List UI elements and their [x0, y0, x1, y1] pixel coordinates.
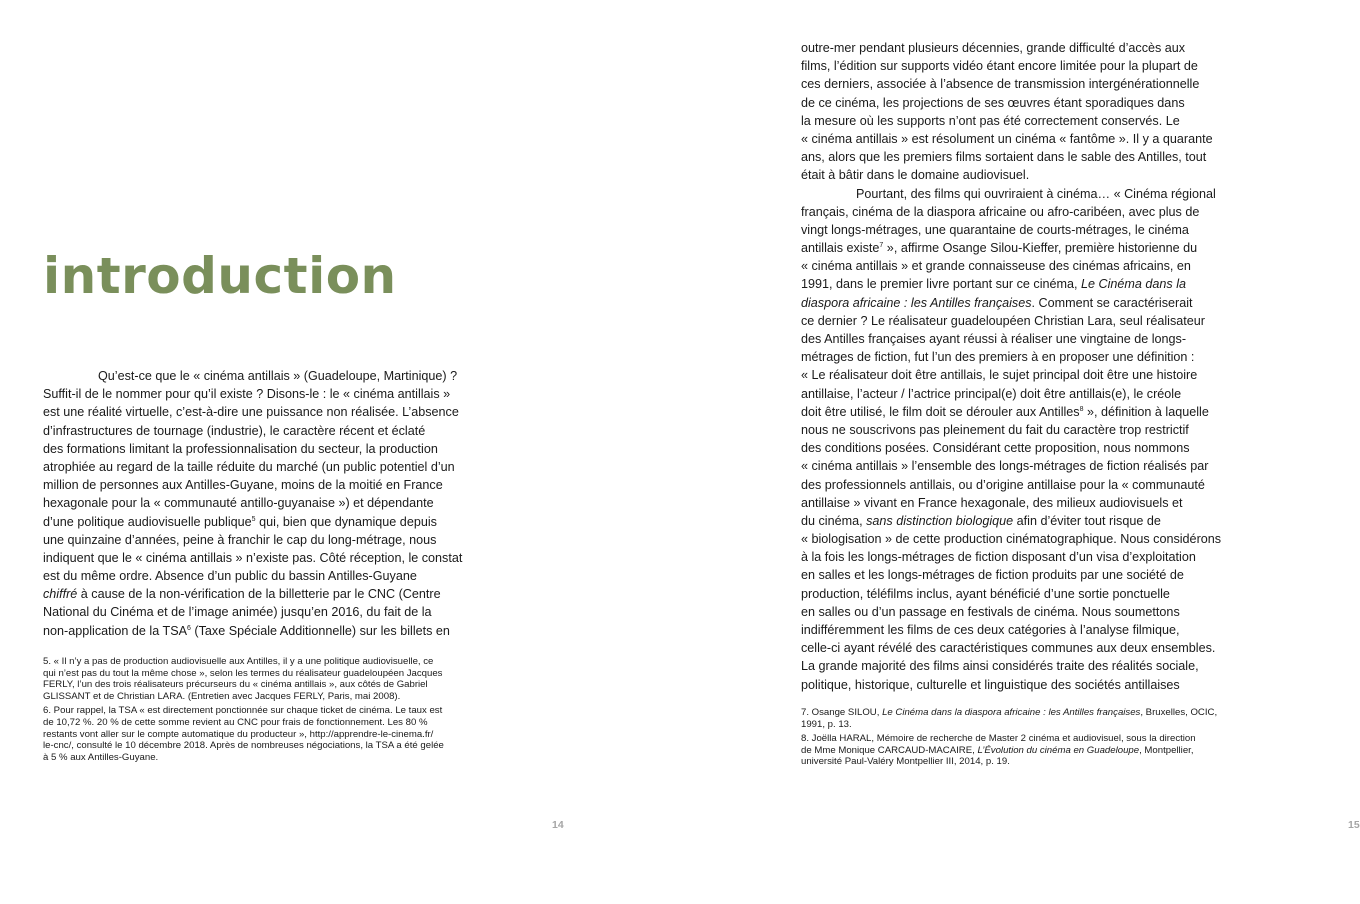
footnote-line [801, 707, 1241, 719]
text-run: production, téléfilms inclus, ayant bénéficié d’une sortie ponctuelle [801, 586, 1170, 601]
body-line [801, 566, 1241, 584]
body-line [801, 130, 1241, 148]
body-line [801, 421, 1241, 439]
body-line [801, 221, 1241, 239]
left-footnotes [43, 656, 483, 763]
footnote-ref: 5 [251, 515, 256, 523]
footnote-line [801, 756, 1241, 768]
body-line [801, 57, 1241, 75]
text-run: nous ne souscrivons pas pleinement du fait du caractère trop restrictif [801, 422, 1189, 437]
body-line [801, 676, 1241, 694]
body-line [801, 166, 1241, 184]
text-run: français, cinéma de la diaspora africaine ou afro-caribéen, avec plus de [801, 204, 1200, 219]
body-line [801, 39, 1241, 57]
text-run: la mesure où les supports n’ont pas été correctement conservés. Le [801, 113, 1180, 128]
text-run: , Montpellier, [1139, 744, 1194, 756]
body-line [801, 457, 1241, 475]
text-run: d’une politique audiovisuelle publique [43, 514, 252, 529]
body-line [801, 657, 1241, 675]
text-run: 7. Osange SILOU, [801, 707, 883, 718]
footnote-line [801, 745, 1241, 757]
text-run: outre-mer pendant plusieurs décennies, grande difficulté d’accès aux [801, 41, 1186, 55]
footnote-ref: 6 [187, 624, 191, 632]
footnote-line: FERLY, l’un des trois réalisateurs précurseurs du « cinéma antillais », aux côtés de Gabriel [43, 679, 428, 691]
text-run: en salles et les longs-métrages de fiction produits par une société de [801, 568, 1184, 583]
text-run: était à bâtir dans le domaine audiovisuel. [801, 168, 1030, 183]
body-line [801, 275, 1241, 293]
body-line [43, 622, 483, 640]
body-line [801, 639, 1241, 657]
text-run: 1991, dans le premier livre portant sur ce cinéma, [801, 277, 1081, 292]
body-line [801, 548, 1241, 566]
body-line [43, 494, 483, 512]
body-line [801, 366, 1241, 384]
text-run: celle-ci ayant révélé des caractéristiques communes aux deux ensembles. [801, 641, 1216, 656]
text-run: films, l’édition sur supports vidéo étant encore limitée pour la plupart de [801, 59, 1198, 74]
text-run: doit être utilisé, le film doit se dérouler aux Antilles [801, 404, 1080, 419]
footnote-line: 5. « Il n’y a pas de production audiovisuelle aux Antilles, il y a une politique audiovisuelle, ce [43, 656, 434, 667]
body-line [801, 330, 1241, 348]
text-run: en salles ou d’un passage en festivals de cinéma. Nous soumettons [801, 604, 1180, 619]
italic-text: chiffré [43, 587, 78, 602]
footnote-line: qui n’est pas du tout la même chose », selon les termes du réalisateur guadeloupéen Jacques [43, 667, 443, 679]
text-run: antillaise » vivant en France hexagonale, des milieux audiovisuels et [801, 495, 1183, 510]
body-line [801, 494, 1241, 512]
text-run: ans, alors que les premiers films sortaient dans le sable des Antilles, tout [801, 150, 1207, 165]
body-line [43, 513, 483, 531]
text-run: qui, bien que dynamique depuis [255, 514, 437, 529]
chapter-title: introduction [43, 247, 397, 305]
body-line [801, 94, 1241, 112]
text-run: politique, historique, culturelle et linguistique des sociétés antillaises [801, 677, 1180, 692]
body-line [43, 585, 483, 603]
text-run: « Le réalisateur doit être antillais, le sujet principal doit être une histoire [801, 368, 1198, 383]
footnote-line: de 10,72 %. 20 % de cette somme revient au CNC pour frais de fonctionnement. Les 80 % [43, 716, 428, 728]
body-line [801, 585, 1241, 603]
footnote-line: GLISSANT et de Christian LARA. (Entretien avec Jacques FERLY, Paris, mai 2008). [43, 690, 401, 702]
text-run: hexagonale pour la « communauté antillo-guyanaise ») et dépendante [43, 496, 434, 511]
footnote-line: restants vont aller sur le compte automatique du producteur », http://apprendre-le-cinema.fr/ [43, 728, 434, 740]
page-number-right: 15 [1348, 819, 1360, 831]
footnote-line: le-cnc/, consulté le 10 décembre 2018. Après de nombreuses négociations, la TSA a été gelée [43, 740, 444, 752]
body-line [801, 385, 1241, 403]
text-run: de ce cinéma, les projections de ses œuvres étant sporadiques dans [801, 95, 1185, 110]
body-line [801, 75, 1241, 93]
body-line [43, 549, 483, 567]
text-run: National du Cinéma et de l’image animée) jusqu’en 2016, du fait de la [43, 605, 432, 620]
text-run: non-application de la TSA [43, 623, 187, 638]
body-line [801, 148, 1241, 166]
body-line [43, 603, 483, 621]
text-run: . Comment se caractériserait [1031, 295, 1193, 310]
italic-text: Le Cinéma dans la [1081, 277, 1187, 292]
footnote-ref: 8 [1079, 405, 1084, 413]
text-run: antillais existe [801, 241, 880, 256]
body-line [43, 476, 483, 494]
left-body-text [43, 367, 483, 640]
text-run: « cinéma antillais » et grande connaisseuse des cinémas africains, en [801, 259, 1191, 274]
text-run: est du même ordre. Absence d’un public du bassin Antilles-Guyane [43, 569, 417, 584]
text-run: La grande majorité des films ainsi considérés traite des réalités sociale, [801, 659, 1199, 674]
text-run: indiquent que le « cinéma antillais » n’existe pas. Côté réception, le constat [43, 550, 463, 565]
text-run: « biologisation » de cette production cinématographique. Nous considérons [801, 532, 1222, 547]
text-run: « cinéma antillais » l’ensemble des longs-métrages de fiction réalisés par [801, 459, 1209, 474]
body-line [801, 476, 1241, 494]
body-line [801, 512, 1241, 530]
body-line [43, 458, 483, 476]
text-run: une quinzaine d’années, peine à franchir le cap du long-métrage, nous [43, 532, 437, 547]
text-run: », affirme Osange Silou-Kieffer, première historienne du [883, 241, 1198, 256]
text-run: métrages de fiction, fut l’un des premiers à en proposer une définition : [801, 350, 1195, 365]
text-run: des conditions posées. Considérant cette proposition, nous nommons [801, 441, 1190, 456]
right-footnotes [801, 707, 1241, 768]
italic-text: sans distinction biologique [866, 513, 1014, 528]
text-run: à cause de la non-vérification de la billetterie par le CNC (Centre [77, 587, 441, 602]
text-run: million de personnes aux Antilles-Guyane, moins de la moitié en France [43, 478, 443, 493]
text-run: université Paul-Valéry Montpellier III, 2014, p. 19. [801, 756, 1010, 768]
italic-text: diaspora africaine : les Antilles françaises [801, 295, 1032, 310]
footnote-line: 6. Pour rappel, la TSA « est directement ponctionnée sur chaque ticket de cinéma. Le taux est [43, 705, 443, 717]
text-run: (Taxe Spéciale Additionnelle) sur les billets en [190, 623, 450, 638]
body-line [43, 567, 483, 585]
text-run: antillaise, l’acteur / l’actrice principal(e) doit être antillais(e), le créole [801, 386, 1182, 401]
footnote-line [801, 719, 1241, 731]
body-line [801, 603, 1241, 621]
text-run: ce dernier ? Le réalisateur guadeloupéen Christian Lara, seul réalisateur [801, 313, 1205, 328]
body-line [801, 621, 1241, 639]
left-page [0, 0, 564, 904]
body-line [801, 530, 1241, 548]
text-run: Qu’est-ce que le « cinéma antillais » (Guadeloupe, Martinique) ? [98, 369, 458, 383]
text-run: des Antilles françaises ayant réussi à réaliser une vingtaine de longs- [801, 332, 1187, 346]
italic-text: L’Évolution du cinéma en Guadeloupe [977, 744, 1140, 756]
italic-text: Le Cinéma dans la diaspora africaine : les Antilles françaises [882, 707, 1141, 718]
body-line [43, 403, 483, 421]
text-run: vingt longs-métrages, une quarantaine de courts-métrages, le cinéma [801, 222, 1189, 237]
text-run: 8. Joëlla HARAL, Mémoire de recherche de Master 2 cinéma et audiovisuel, sous la direction [801, 733, 1196, 745]
body-line [43, 385, 483, 403]
text-run: du cinéma, [801, 513, 867, 528]
text-run: des formations limitant la professionnalisation du secteur, la production [43, 441, 438, 456]
text-run: 1991, p. 13. [801, 718, 852, 730]
page-number-left: 14 [552, 819, 564, 831]
text-run: à la fois les longs-métrages de fiction disposant d’un visa d’exploitation [801, 550, 1196, 565]
right-body-text [801, 39, 1241, 694]
text-run: », définition à laquelle [1083, 404, 1209, 419]
text-run: , Bruxelles, OCIC, [1140, 707, 1218, 718]
body-line [801, 312, 1241, 330]
body-line [801, 185, 1241, 203]
text-run: Suffit-il de le nommer pour qu’il existe ? Disons-le : le « cinéma antillais » [43, 387, 451, 402]
text-run: Pourtant, des films qui ouvriraient à cinéma… « Cinéma régional [856, 186, 1216, 201]
body-line [801, 294, 1241, 312]
body-line [801, 348, 1241, 366]
text-run: « cinéma antillais » est résolument un cinéma « fantôme ». Il y a quarante [801, 131, 1213, 146]
body-line [801, 439, 1241, 457]
body-line [43, 422, 483, 440]
body-line [801, 403, 1241, 421]
text-run: d’infrastructures de tournage (industrie), le caractère récent et éclaté [43, 423, 426, 438]
body-line [801, 257, 1241, 275]
right-page [640, 0, 1360, 904]
text-run: atrophiée au regard de la taille réduite du marché (un public potentiel d’un [43, 459, 455, 474]
body-line [801, 239, 1241, 257]
text-run: de Mme Monique CARCAUD-MACAIRE, [801, 744, 978, 756]
footnote-line [801, 733, 1241, 745]
body-line [43, 367, 483, 385]
text-run: ces derniers, associée à l’absence de transmission intergénérationnelle [801, 77, 1200, 92]
body-line [801, 112, 1241, 130]
footnote-ref: 7 [879, 242, 884, 250]
footnote-line: à 5 % aux Antilles-Guyane. [43, 751, 159, 763]
text-run: est une réalité virtuelle, c’est-à-dire une puissance non réalisée. L’absence [43, 405, 459, 420]
text-run: indifféremment les films de ces deux catégories à l’analyse filmique, [801, 623, 1180, 637]
body-line [801, 203, 1241, 221]
text-run: des professionnels antillais, ou d’origine antillaise pour la « communauté [801, 477, 1205, 492]
body-line [43, 440, 483, 458]
body-line [43, 531, 483, 549]
text-run: afin d’éviter tout risque de [1013, 513, 1161, 528]
